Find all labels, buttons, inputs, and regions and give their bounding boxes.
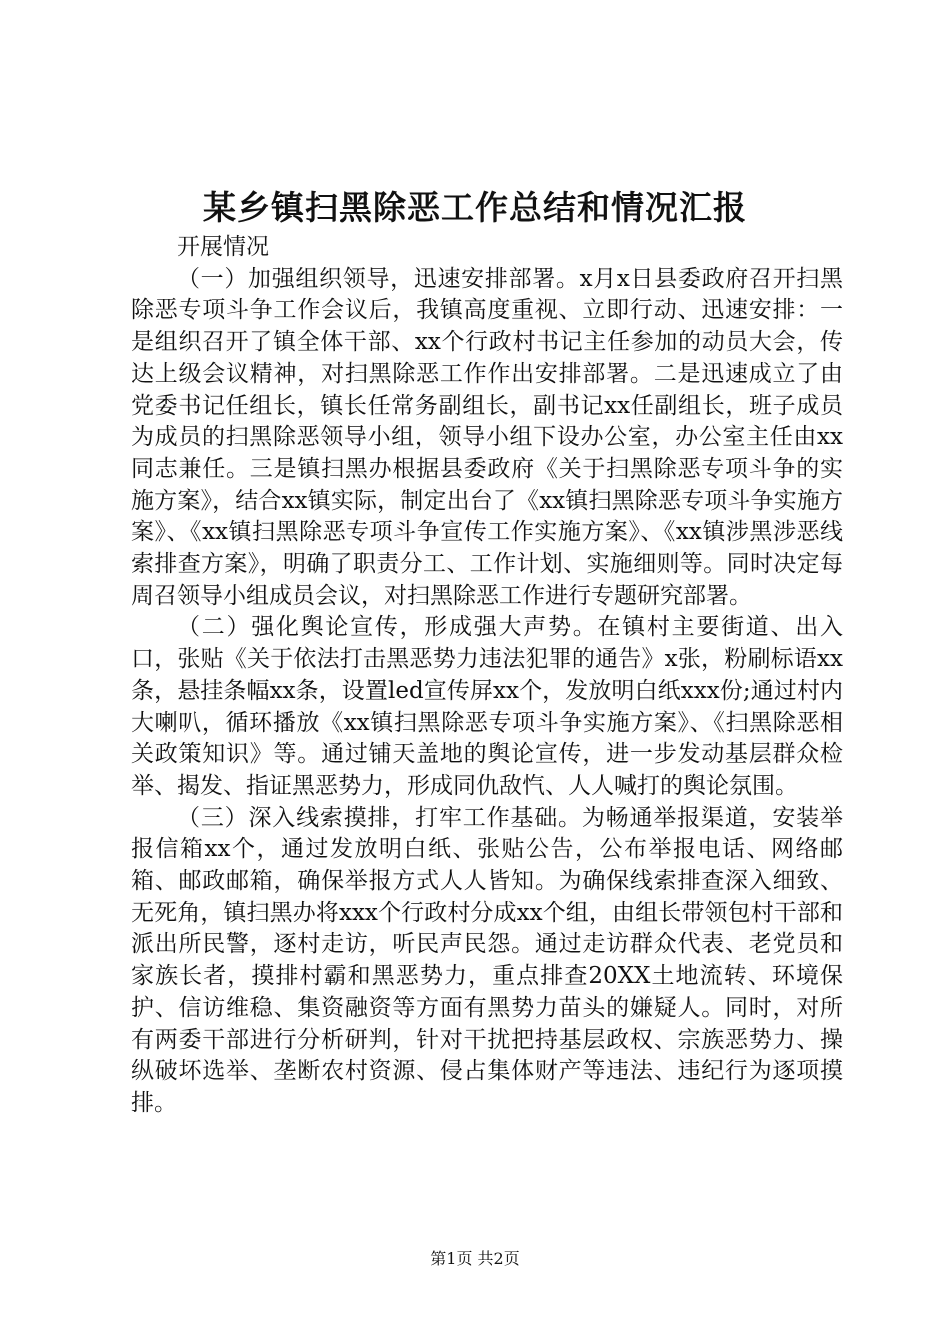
document-body [131, 232, 843, 1120]
section-heading: 开展情况 [177, 234, 269, 260]
paragraph-3: （三）深入线索摸排，打牢工作基础。为畅通举报渠道，安装举报信箱xx个，通过发放明白纸、张贴公告，公布举报电话、网络邮箱、邮政邮箱，确保举报方式人人皆知。为确保线索排查深入细致、无死角，镇扫黑办将xxx个行政村分成xx个组，由组长带领包村干部和派出所民警，逐村走访，听民声民怨。通过走访群众代表、老党员和家族长者，摸排村霸和黑恶势力，重点排查20XX土地流转、环境保护、信访维稳、集资融资等方面有黑势力苗头的嫌疑人。同时，对所有两委干部进行分析研判，针对干扰把持基层政权、宗族恶势力、操纵破坏选举、垄断农村资源、侵占集体财产等违法、违纪行为逐项摸排。 [131, 804, 843, 1116]
page-footer: 第1页 共2页 [430, 1249, 520, 1268]
paragraph-2: （二）强化舆论宣传，形成强大声势。在镇村主要街道、出入口，张贴《关于依法打击黑恶势力违法犯罪的通告》x张，粉刷标语xx条，悬挂条幅xx条，设置led宣传屏xx个，发放明白纸xxx份;通过村内大喇叭，循环播放《xx镇扫黑除恶专项斗争实施方案》、《扫黑除恶相关政策知识》等。通过铺天盖地的舆论宣传，进一步发动基层群众检举、揭发、指证黑恶势力，形成同仇敌忾、人人喊打的舆论氛围。 [131, 614, 843, 799]
paragraph-1: （一）加强组织领导，迅速安排部署。x月x日县委政府召开扫黑除恶专项斗争工作会议后，我镇高度重视、立即行动、迅速安排：一是组织召开了镇全体干部、xx个行政村书记主任参加的动员大会，传达上级会议精神，对扫黑除恶工作作出安排部署。二是迅速成立了由党委书记任组长，镇长任常务副组长，副书记xx任副组长，班子成员为成员的扫黑除恶领导小组，领导小组下设办公室，办公室主任由xx同志兼任。三是镇扫黑办根据县委政府《关于扫黑除恶专项斗争的实施方案》，结合xx镇实际，制定出台了《xx镇扫黑除恶专项斗争实施方案》、《xx镇扫黑除恶专项斗争宣传工作实施方案》、《xx镇涉黑涉恶线索排查方案》，明确了职责分工、工作计划、实施细则等。同时决定每周召领导小组成员会议，对扫黑除恶工作进行专题研究部署。 [131, 265, 843, 609]
document-title: 某乡镇扫黑除恶工作总结和情况汇报 [203, 188, 747, 227]
